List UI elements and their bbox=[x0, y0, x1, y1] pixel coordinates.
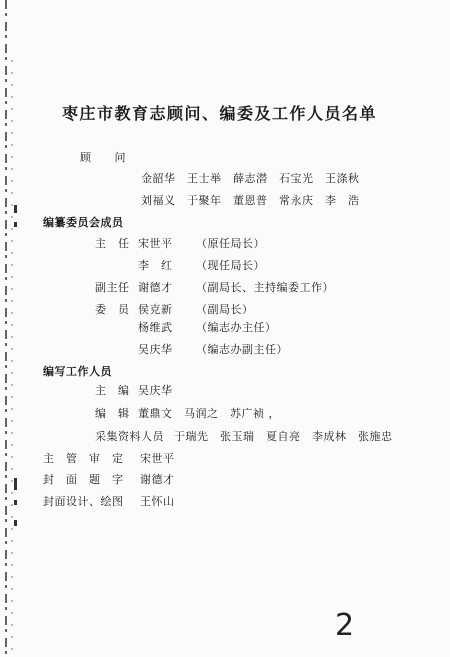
chief-editor-name: 吴庆华 bbox=[138, 384, 173, 397]
member-2-name: 杨维武 bbox=[138, 321, 173, 334]
member-3-name: 吴庆华 bbox=[138, 343, 173, 356]
editors-names: 董鼎文 马润之 苏广祯 ， bbox=[138, 407, 280, 420]
director-label: 主 任 bbox=[95, 237, 130, 250]
page-number: 2 bbox=[335, 608, 355, 643]
director-2-note: （现任局长） bbox=[196, 259, 265, 272]
cover-design-label: 封面设计、绘图 bbox=[43, 495, 124, 508]
deputy-name: 谢德才 bbox=[138, 281, 173, 294]
director-1-name: 宋世平 bbox=[138, 237, 173, 250]
advisors-row-1: 金韶华 王士举 薛志潜 石宝光 王涤秋 bbox=[141, 172, 360, 185]
director-1-note: （原任局长） bbox=[196, 237, 265, 250]
collectors-label: 采集资料人员 bbox=[95, 430, 164, 443]
chief-editor-label: 主 编 bbox=[95, 384, 130, 397]
cover-title-label: 封 面 题 字 bbox=[43, 473, 124, 486]
committee-heading: 编纂委员会成员 bbox=[43, 216, 124, 229]
member-2-note: （编志办主任） bbox=[196, 321, 277, 334]
member-1-name: 侯克新 bbox=[138, 303, 173, 316]
supervisor-name: 宋世平 bbox=[140, 452, 175, 465]
member-3-note: （编志办副主任） bbox=[196, 343, 288, 356]
advisors-row-2: 刘福义 于聚年 董恩普 常永庆 李 浩 bbox=[141, 194, 360, 207]
deputy-note: （副局长、主持编委工作） bbox=[196, 281, 334, 294]
page-title: 枣庄市教育志顾问、编委及工作人员名单 bbox=[62, 104, 378, 123]
member-label: 委 员 bbox=[95, 303, 130, 316]
supervisor-label: 主 管 审 定 bbox=[43, 452, 124, 465]
editors-label: 编 辑 bbox=[95, 407, 130, 420]
deputy-label: 副主任 bbox=[95, 281, 130, 294]
staff-heading: 编写工作人员 bbox=[43, 365, 112, 378]
cover-design-name: 王怀山 bbox=[140, 495, 175, 508]
cover-title-name: 谢德才 bbox=[140, 473, 175, 486]
director-2-name: 李 红 bbox=[138, 259, 173, 272]
collectors-names: 于瑞先 张玉瑞 夏自亮 李成林 张施忠 bbox=[174, 430, 393, 443]
binding-edge-marks bbox=[0, 0, 24, 657]
advisors-label: 顾 问 bbox=[80, 151, 126, 164]
member-1-note: （副局长） bbox=[196, 303, 254, 316]
